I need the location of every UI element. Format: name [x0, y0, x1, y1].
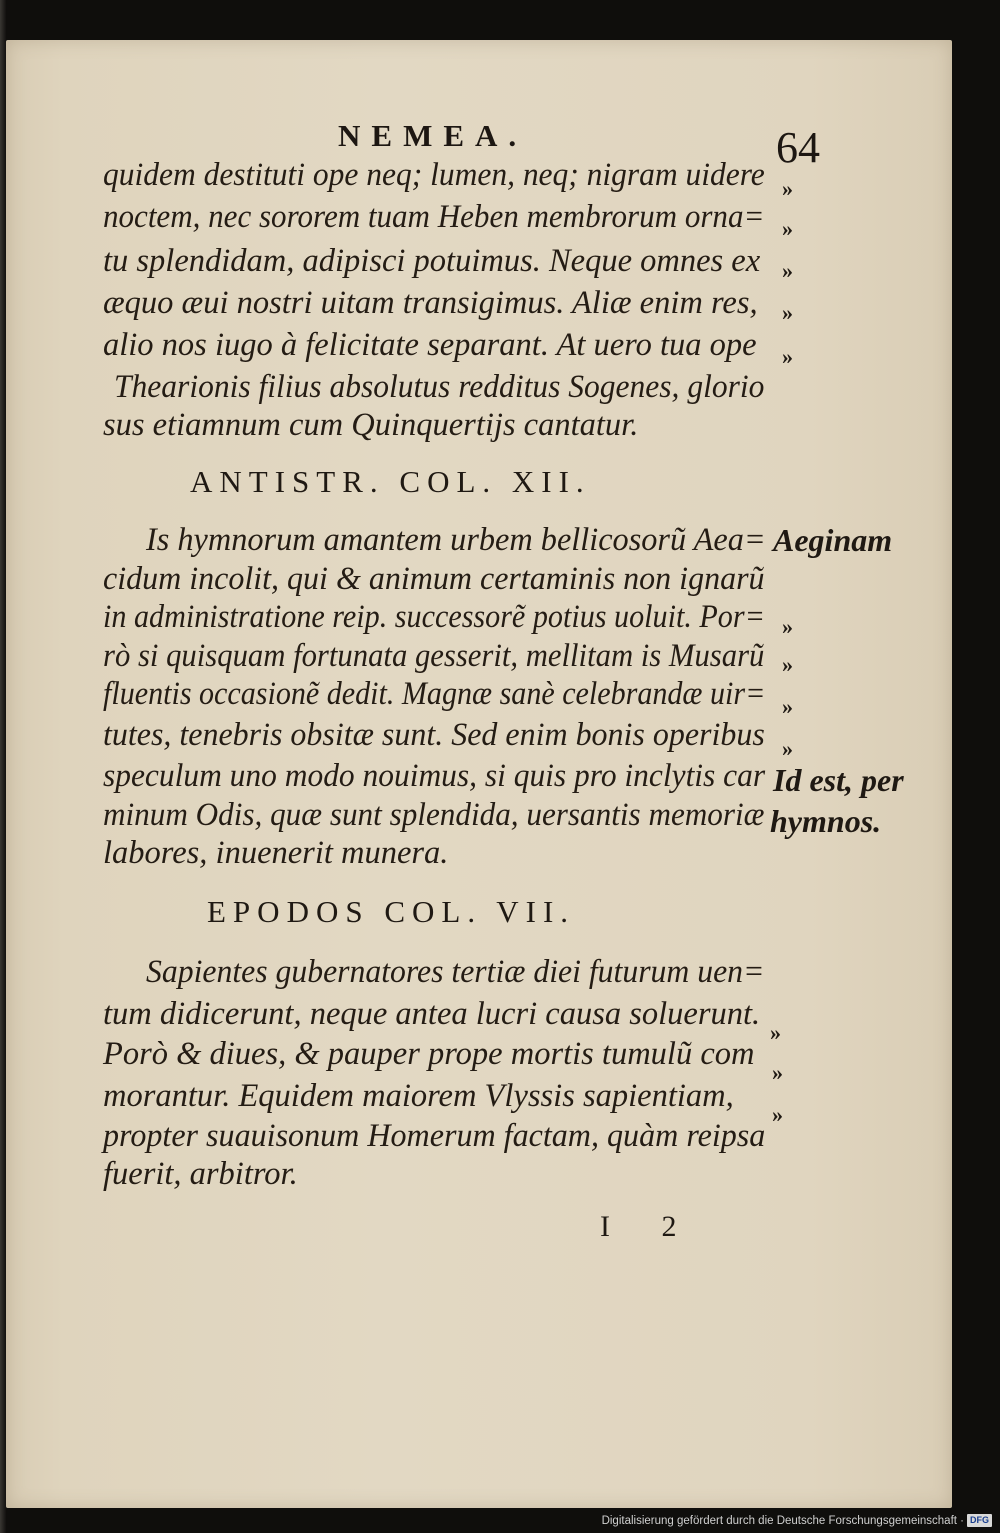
- signature-mark: I 2: [600, 1210, 699, 1243]
- text-line: morantur. Equidem maiorem Vlyssis sapientiam,: [103, 1078, 734, 1114]
- text-line: fuerit, arbitror.: [103, 1156, 298, 1192]
- dfg-logo-icon: DFG: [967, 1514, 992, 1527]
- text-line: tum didicerunt, neque antea lucri causa soluerunt.: [103, 996, 761, 1032]
- text-line: Thearionis filius absolutus redditus Sogenes, glorio: [114, 369, 765, 405]
- text-line: æquo æui nostri uitam transigimus. Aliæ enim res,: [103, 285, 758, 321]
- text-line: noctem, nec sororem tuam Heben membrorum orna=: [103, 199, 765, 235]
- marginal-note: hymnos.: [770, 803, 882, 839]
- text-line: tu splendidam, adipisci potuimus. Neque omnes ex: [103, 243, 761, 279]
- section-heading-epodos: EPODOS COL. VII.: [207, 894, 576, 929]
- text-line: Porò & diues, & pauper prope mortis tumulũ com: [103, 1036, 755, 1072]
- footer-credit: Digitalisierung gefördert durch die Deutsche Forschungsgemeinschaft ·: [601, 1514, 964, 1527]
- quote-mark: »: [782, 258, 793, 283]
- text-line: propter suauisonum Homerum factam, quàm reipsa: [103, 1118, 766, 1154]
- digitization-footer: [602, 1514, 992, 1527]
- marginal-note: Aeginam: [773, 522, 893, 558]
- text-line: tutes, tenebris obsitæ sunt. Sed enim bonis operibus: [103, 717, 765, 753]
- text-line: alio nos iugo à felicitate separant. At uero tua ope: [103, 327, 757, 363]
- text-line: speculum uno modo nouimus, si quis pro inclytis car: [103, 758, 766, 794]
- quote-mark: »: [782, 736, 793, 761]
- text-line: in administratione reip. successorẽ potius uoluit. Por=: [103, 599, 765, 635]
- quote-mark: »: [782, 216, 793, 241]
- page-number: 64: [776, 123, 820, 172]
- text-line: cidum incolit, qui & animum certaminis non ignarũ: [103, 561, 765, 597]
- text-line: quidem destituti ope neq; lumen, neq; nigram uidere: [103, 157, 765, 193]
- text-line: fluentis occasionẽ dedit. Magnæ sanè celebrandæ uir=: [103, 676, 766, 712]
- quote-mark: »: [782, 344, 793, 369]
- quote-mark: »: [782, 694, 793, 719]
- text-line: minum Odis, quæ sunt splendida, uersantis memoriæ: [103, 797, 765, 833]
- text-line: Is hymnorum amantem urbem bellicosorũ Aea=: [146, 522, 766, 558]
- quote-mark: »: [772, 1102, 783, 1127]
- quote-mark: »: [782, 300, 793, 325]
- running-head: NEMEA.: [338, 118, 528, 153]
- text-line: labores, inuenerit munera.: [103, 835, 449, 871]
- marginal-note: Id est, per: [773, 762, 904, 798]
- quote-mark: »: [782, 176, 793, 201]
- text-line: sus etiamnum cum Quinquertijs cantatur.: [103, 407, 639, 443]
- quote-mark: »: [782, 614, 793, 639]
- text-line: rò si quisquam fortunata gesserit, mellitam is Musarũ: [103, 638, 765, 674]
- quote-mark: »: [772, 1060, 783, 1085]
- section-heading-antistrophe: ANTISTR. COL. XII.: [190, 464, 591, 499]
- quote-mark: »: [770, 1020, 781, 1045]
- quote-mark: »: [782, 652, 793, 677]
- text-line: Sapientes gubernatores tertiæ diei futurum uen=: [146, 954, 765, 990]
